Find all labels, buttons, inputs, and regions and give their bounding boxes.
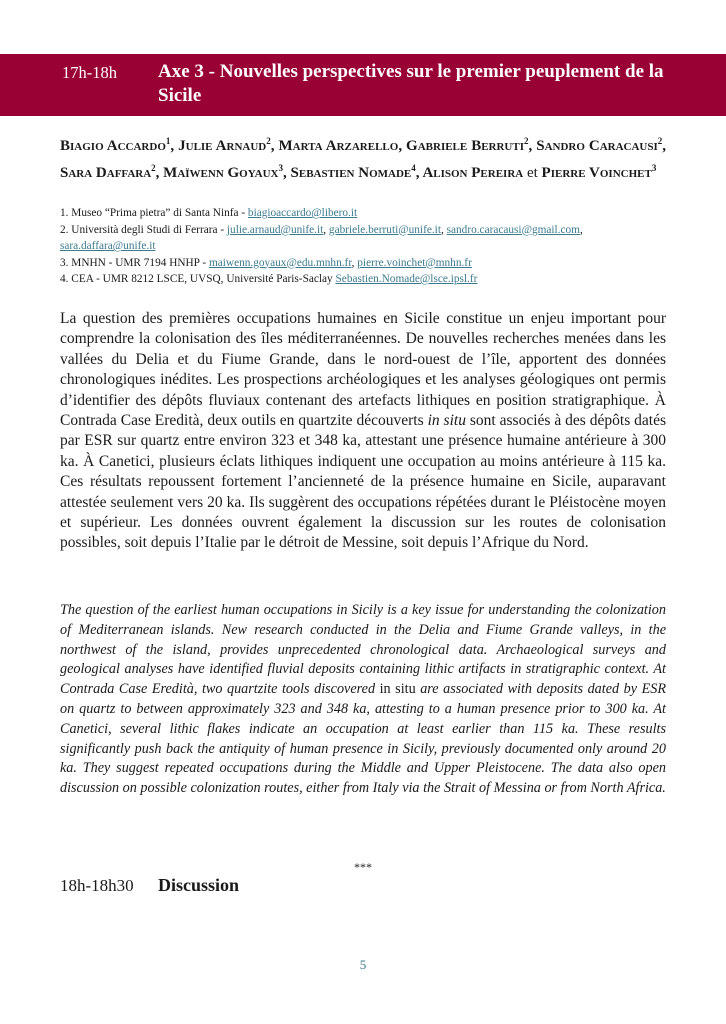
affiliation-marker: 1 — [165, 136, 171, 146]
abstract-en-text-2: are associated with deposits dated by ESR on quartz to between approximately 323 and 348 ka, attesting to a human presence prior to 300 ka. At Canetici, several lithic flakes indicate an occupation at least earlier than 115 ka. These results significantly push back the antiquity of human presence in Sicily, previously documented only around 20 ka. They suggest repeated occupations during the Middle and Upper Pleistocene. The data also open discussion on possible colonization routes, either from Italy via the Strait of Messina or from North Africa. — [60, 681, 667, 797]
author-name: Marta Arzarello — [278, 138, 399, 154]
author-name: Pierre Voinchet — [541, 164, 652, 181]
page-number: 5 — [359, 957, 367, 972]
abstract-fr-italic: in situ — [427, 412, 466, 430]
affiliations — [60, 205, 680, 288]
email-link[interactable]: maiwenn.goyaux@edu.mnhn.fr — [208, 256, 352, 269]
author-name: Julie Arnaud — [178, 138, 267, 154]
abstract-french — [60, 309, 666, 554]
affiliation-marker: 2 — [151, 162, 156, 173]
session-banner — [0, 54, 726, 116]
section-separator: *** — [354, 860, 372, 874]
author-name: Maïwenn Goyaux — [163, 164, 279, 181]
affiliation-marker: 2 — [657, 136, 663, 146]
email-link[interactable]: sandro.caracausi@gmail.com — [446, 223, 580, 236]
email-link[interactable]: sara.daffara@unife.it — [60, 240, 156, 252]
email-link[interactable]: biagioaccardo@libero.it — [247, 207, 358, 219]
affiliation-marker: 2 — [524, 136, 529, 146]
author-name: Sandro Caracausi — [536, 138, 658, 154]
next-session — [60, 875, 239, 896]
author-name: Gabriele Berruti — [406, 138, 524, 154]
author-name: Biagio Accardo — [60, 138, 166, 154]
author-name: Alison Pereira — [422, 164, 524, 181]
author-name: Sebastien Nomade — [290, 164, 412, 181]
abstract-fr-text: La question des premières occupations humaines en Sicile constitue un enjeu important pour comprendre la colonisation des îles méditerranéennes. De nouvelles recherches menées dans les vallées du Delia et du Fiume Grande, dans le nord-ouest de l’île, apportent des données chronologiques inédites. Les prospections archéologiques et les analyses géologiques ont permis d’identifier des dépôts fluviaux contenant des artefacts lithiques en position stratigraphique. À Contrada Case Eredità, deux outils en quartzite découverts — [60, 310, 666, 430]
next-session-title: Discussion — [158, 875, 240, 895]
email-link[interactable]: Sebastien.Nomade@lsce.ipsl.fr — [335, 273, 478, 285]
affiliation-marker: 4 — [411, 162, 416, 173]
abstract-fr-text-2: sont associés à des dépôts datés par ESR sur quartz entre environ 323 et 348 ka, attestant une présence humaine antérieure à 300 ka. À Canetici, plusieurs éclats lithiques indiquent une occupation au moins antérieure à 115 ka. Ces résultats repoussent fortement l’ancienneté de la présence humaine en Sicile, auparavant attestée seulement vers 20 ka. Ils suggèrent des occupations répétées durant le Pléistocène moyen et supérieur. Les données ouvrent également la discussion sur les routes de colonisation possibles, soit depuis l’Italie par le détroit de Messine, soit depuis l’Afrique du Nord. — [60, 412, 666, 552]
affiliation-marker: 2 — [266, 136, 271, 146]
affiliation-marker: 3 — [651, 162, 657, 173]
affiliation-line: 3. MNHN - UMR 7194 HNHP - maiwenn.goyaux@edu.mnhn.fr, pierre.voinchet@mnhn.fr — [60, 256, 472, 269]
affiliation-line: 4. CEA - UMR 8212 LSCE, UVSQ, Université Paris-Saclay Sebastien.Nomade@lsce.ipsl.fr — [60, 273, 478, 285]
session-time: 17h-18h — [62, 63, 117, 82]
abstract-en-upright: in situ — [379, 681, 416, 698]
affiliation-line: 2. Università degli Studi di Ferrara - julie.arnaud@unife.it, gabriele.berruti@unife.it, sandro.caracausi@gmail.com, sara.daffara@unife.it — [60, 223, 583, 252]
author-name: Sara Daffara — [60, 164, 152, 181]
email-link[interactable]: julie.arnaud@unife.it — [226, 223, 324, 236]
next-session-time: 18h-18h30 — [60, 876, 134, 895]
email-link[interactable]: gabriele.berruti@unife.it — [328, 223, 441, 236]
email-link[interactable]: pierre.voinchet@mnhn.fr — [357, 256, 472, 269]
abstract-en-text: The question of the earliest human occupations in Sicily is a key issue for understanding the colonization of Mediterranean islands. New research conducted in the Delia and Fiume Grande valleys, in the northwest of the island, provides unprecedented chronological data. Archaeological surveys and geological analyses have identified fluvial deposits containing lithic artifacts in stratigraphic context. At Contrada Case Eredità, two quartzite tools discovered — [60, 602, 666, 698]
session-title: Axe 3 - Nouvelles perspectives sur le premier peuplement de la Sicile — [158, 61, 664, 106]
affiliation-marker: 3 — [278, 162, 284, 173]
author-list: Biagio Accardo$^1$, Julie Arnaud$^2$, Marta Arzarello, Gabriele Berruti$^2$, Sandro Caracausi$^2$, Sara Daffara$^2$, Maïwenn Goyaux$^3$, Sebastien Nomade$^4$, Alison Pereira et Pierre Voinchet$^3$ — [60, 136, 667, 181]
abstract-english — [60, 601, 666, 799]
affiliation-line: 1. Museo “Prima pietra” di Santa Ninfa - biagioaccardo@libero.it — [60, 207, 358, 219]
